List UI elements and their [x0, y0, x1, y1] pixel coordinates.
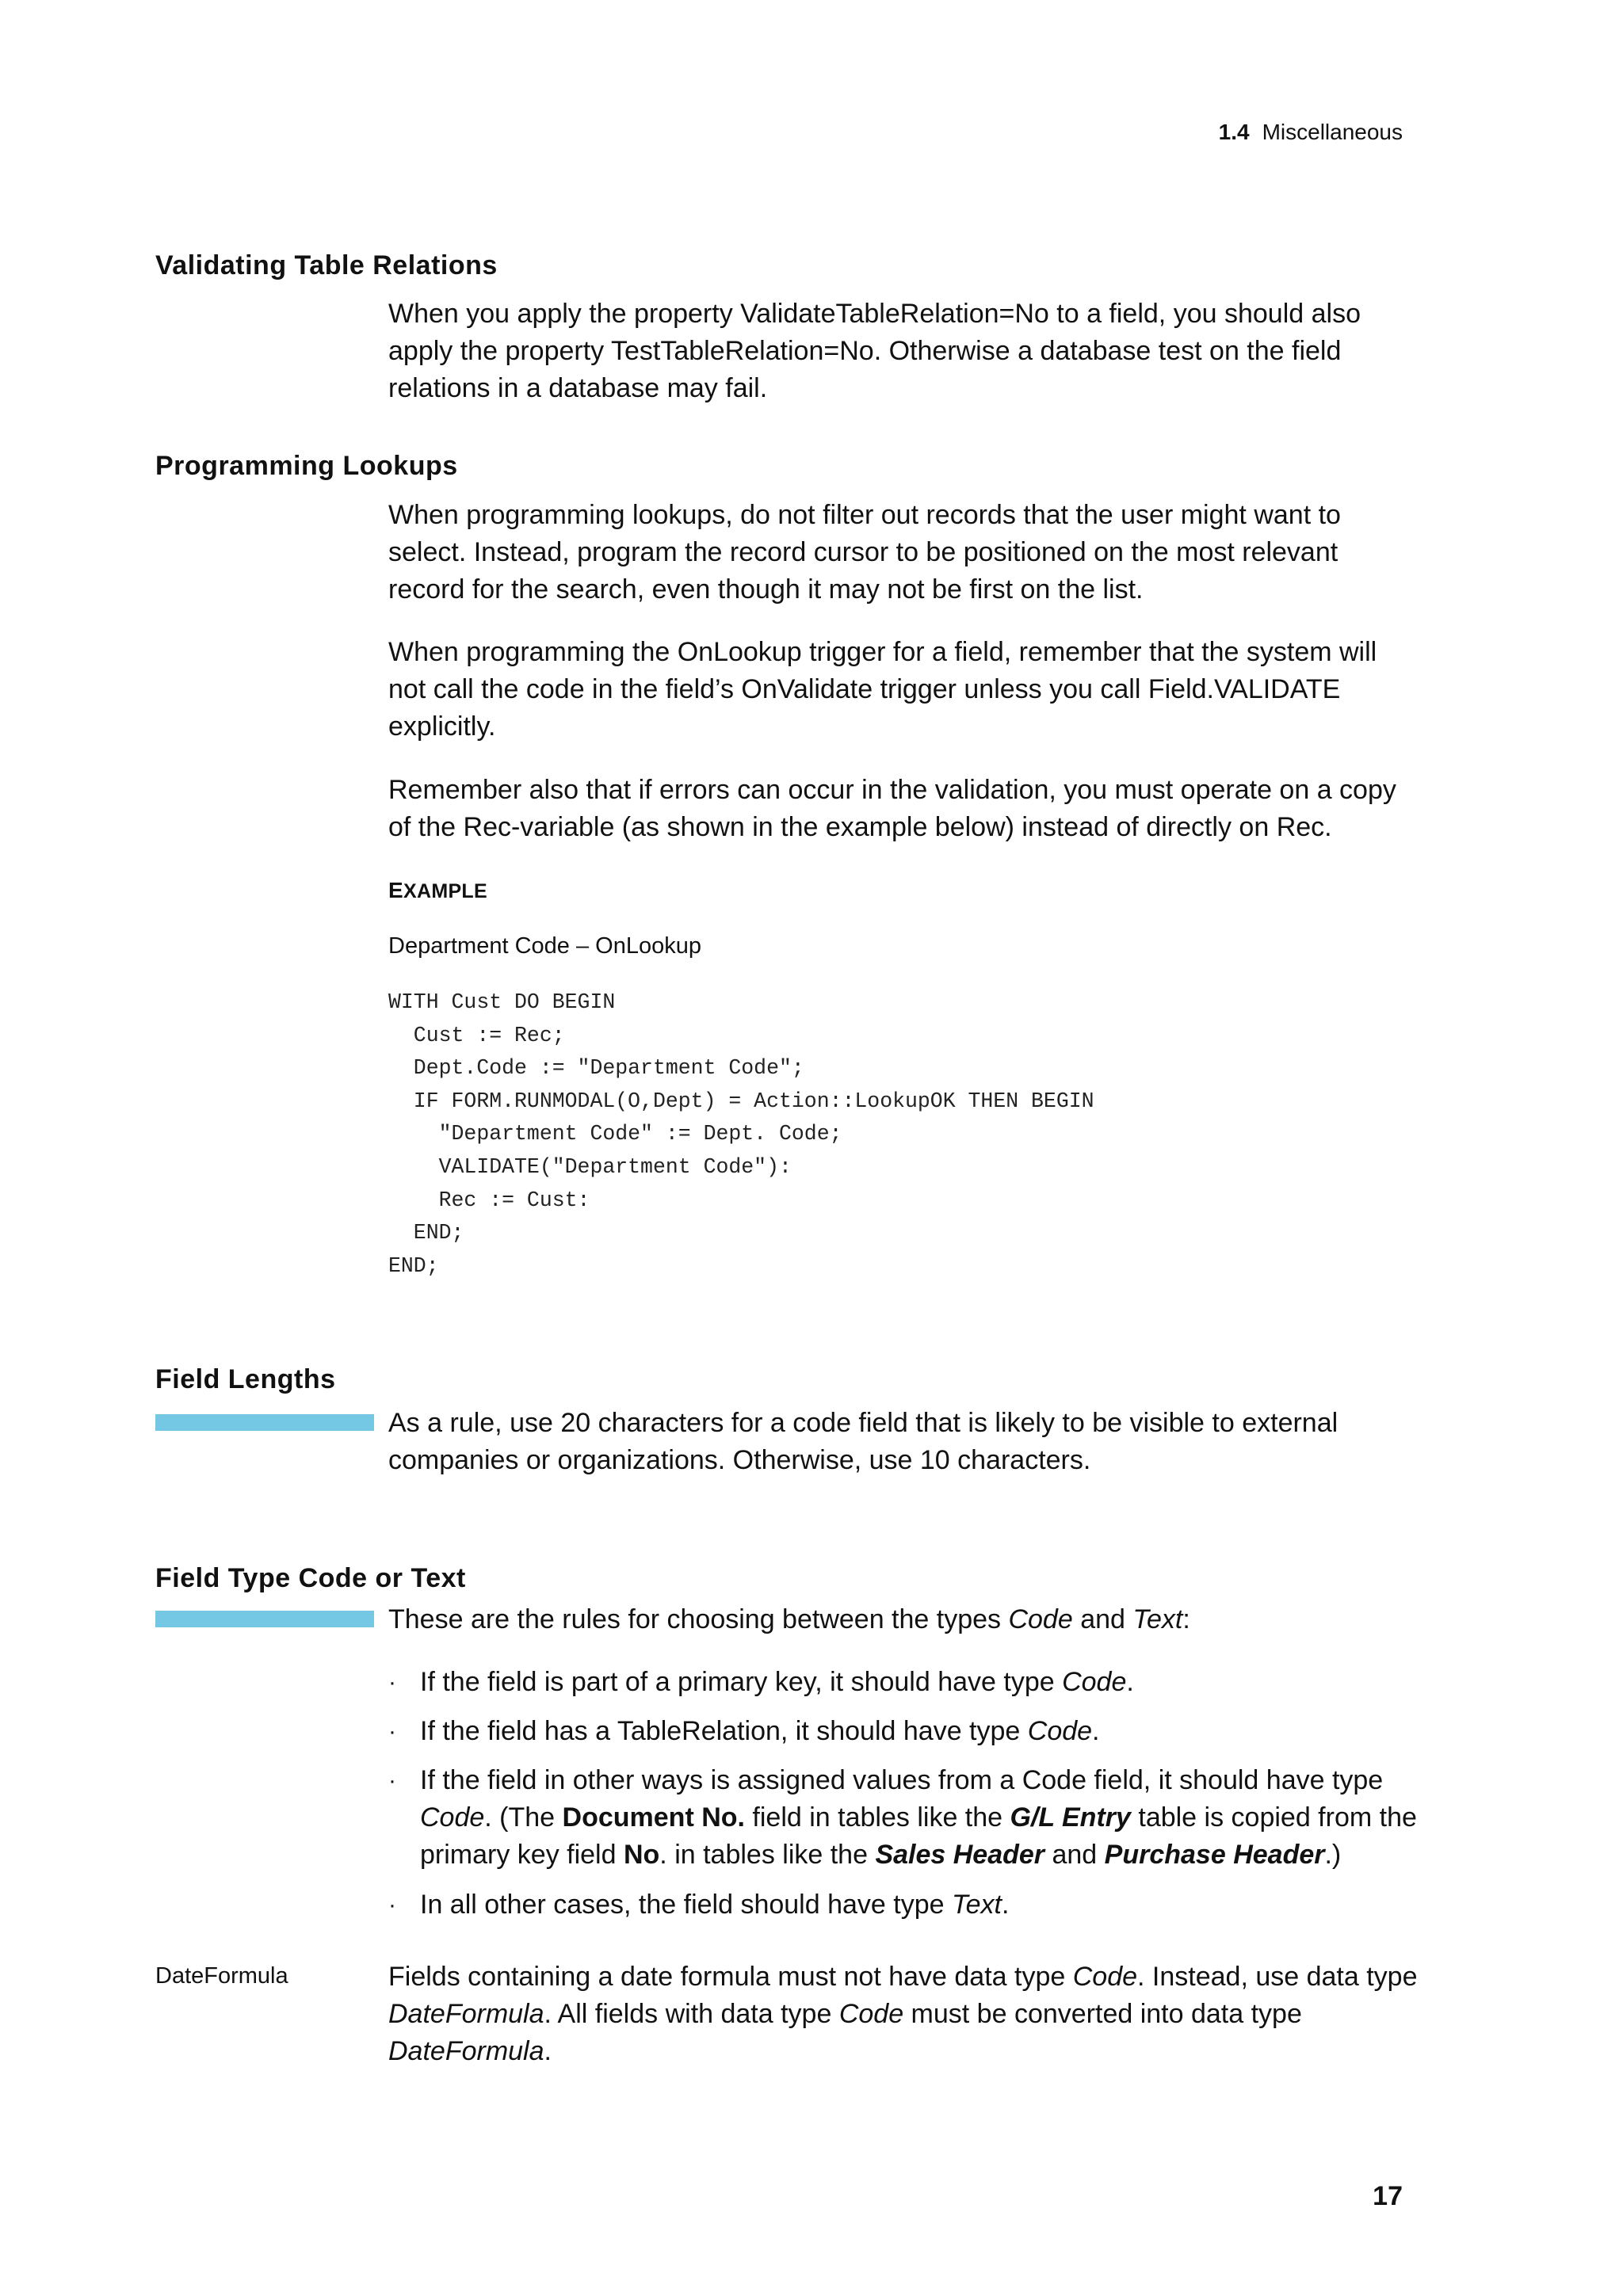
paragraph-validating: When you apply the property ValidateTableRelation=No to a field, you should also apply the property TestTableRelation=No. Otherwise a database test on the field relations in a database may fail. — [388, 299, 1361, 403]
heading-field-lengths: Field Lengths — [155, 1364, 336, 1394]
example-label: EXAMPLE — [388, 878, 487, 902]
bullet: · — [388, 1669, 396, 1695]
marker-bar — [155, 1611, 374, 1627]
heading-validating-table-relations: Validating Table Relations — [155, 250, 498, 280]
marker-bar — [155, 1414, 374, 1431]
page-number: 17 — [1373, 2181, 1403, 2211]
paragraph-lookups-3: Remember also that if errors can occur in the validation, you must operate on a copy of the Rec-variable (as shown in the example below) instead of directly on Rec. — [388, 775, 1396, 842]
bullet: · — [388, 1892, 396, 1918]
bullet: · — [388, 1718, 396, 1745]
paragraph-field-lengths: As a rule, use 20 characters for a code field that is likely to be visible to external companies or organizations. Otherwise, use 10 characters. — [388, 1408, 1338, 1475]
heading-field-type: Field Type Code or Text — [155, 1563, 466, 1593]
example-caption: Department Code – OnLookup — [388, 933, 701, 959]
paragraph-lookups-2: When programming the OnLookup trigger for a field, remember that the system will not call the code in the field’s OnValidate trigger unless you call Field.VALIDATE explicitly. — [388, 637, 1377, 742]
paragraph-field-type-intro: These are the rules for choosing between the types Code and Text: — [388, 1604, 1190, 1634]
bullet: · — [388, 1768, 396, 1794]
margin-label-dateformula: DateFormula — [155, 1963, 288, 1989]
paragraph-lookups-1: When programming lookups, do not filter out records that the user might want to select. Instead, program the record cursor to be positioned on the most relevant record for the search, even though it may not be first on the list. — [388, 500, 1341, 605]
section-number: 1.4 — [1218, 120, 1250, 144]
running-header — [1173, 120, 1403, 145]
code-listing: WITH Cust DO BEGIN Cust := Rec; Dept.Code := "Department Code"; IF FORM.RUNMODAL(O,Dept) = Action::LookupOK THEN BEGIN "Department Code" := Dept. Code; VALIDATE("Department Code"): Rec := Cust: END; END; — [388, 990, 1094, 1278]
paragraph-dateformula: Fields containing a date formula must not have data type Code. Instead, use data type DateFormula. All fields with data type Code must be converted into data type DateFormula. — [388, 1962, 1418, 2066]
heading-programming-lookups: Programming Lookups — [155, 451, 458, 481]
section-title: Miscellaneous — [1262, 120, 1403, 144]
